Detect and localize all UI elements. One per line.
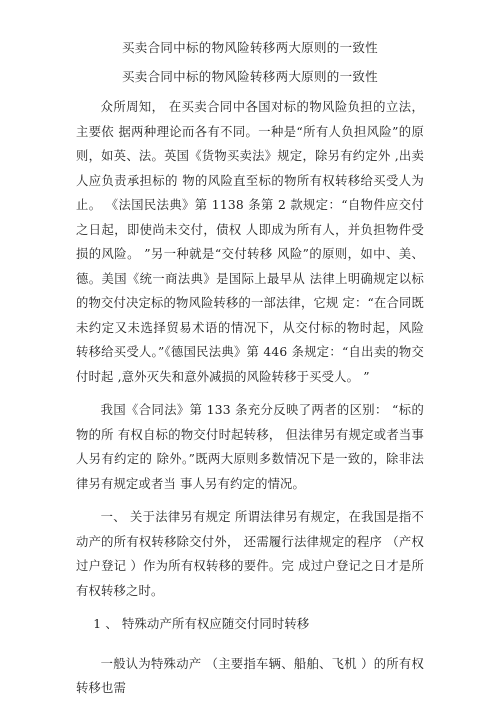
paragraph-contract-law: 我国《合同法》第 133 条充分反映了两者的区别： “标的物的所 有权自标的物交付时起转移， 但法律另有规定或者当事人另有约定的 除外。”既两大原则多数情况下是一致的，除非法律另有规定或者当 事人另有约定的情况。	[76, 403, 424, 491]
document-subtitle: 买卖合同中标的物风险转移两大原则的一致性	[121, 69, 378, 84]
paragraph-legal-provision: 一、 关于法律另有规定 所谓法律另有规定，在我国是指不动产的所有权转移除交付外， 还需履行法律规定的程序 （产权过户登记 ）作为所有权转移的要件。完 成过户登记之日才是所有权转移之时。	[76, 510, 424, 598]
document-title: 买卖合同中标的物风险转移两大原则的一致性	[121, 40, 378, 55]
section-heading: 1 、 特殊动产所有权应随交付同时转移	[93, 617, 310, 631]
paragraph-risk-theories: 众所周知， 在买卖合同中各国对标的物风险负担的立法， 主要依 据两种理论而各有不同。一种是“所有人负担风险”的原则，如英、法。英国《货物买卖法》规定，除另有约定外 ,出卖人应负责承担标的 物的风险直至标的物所有权转移给买受人为止。 《法国民法典》第 1138 条第 2 款规定：“自物件应交付之日起，即使尚未交付，债权 人即成为所有人，并负担物件受损的风险。 ”另一种就是“交付转移 风险”的原则，如中、美、德。美国《统一商法典》是国际上最早从 法律上明确规定以标的物交付决定标的物风险转移的一部法律，它规 定：“在合同既未约定又未选择贸易术语的情况下，从交付标的物时起，风险转移给买受人。”《德国民法典》第 446 条规定：“自出卖的物交 付时起 ,意外灭失和意外减损的风险转移于买受人。 ”	[76, 100, 425, 384]
paragraph-special-movables: 一般认为特殊动产 （主要指车辆、船舶、飞机 ）的所有权转移也需	[76, 656, 424, 695]
